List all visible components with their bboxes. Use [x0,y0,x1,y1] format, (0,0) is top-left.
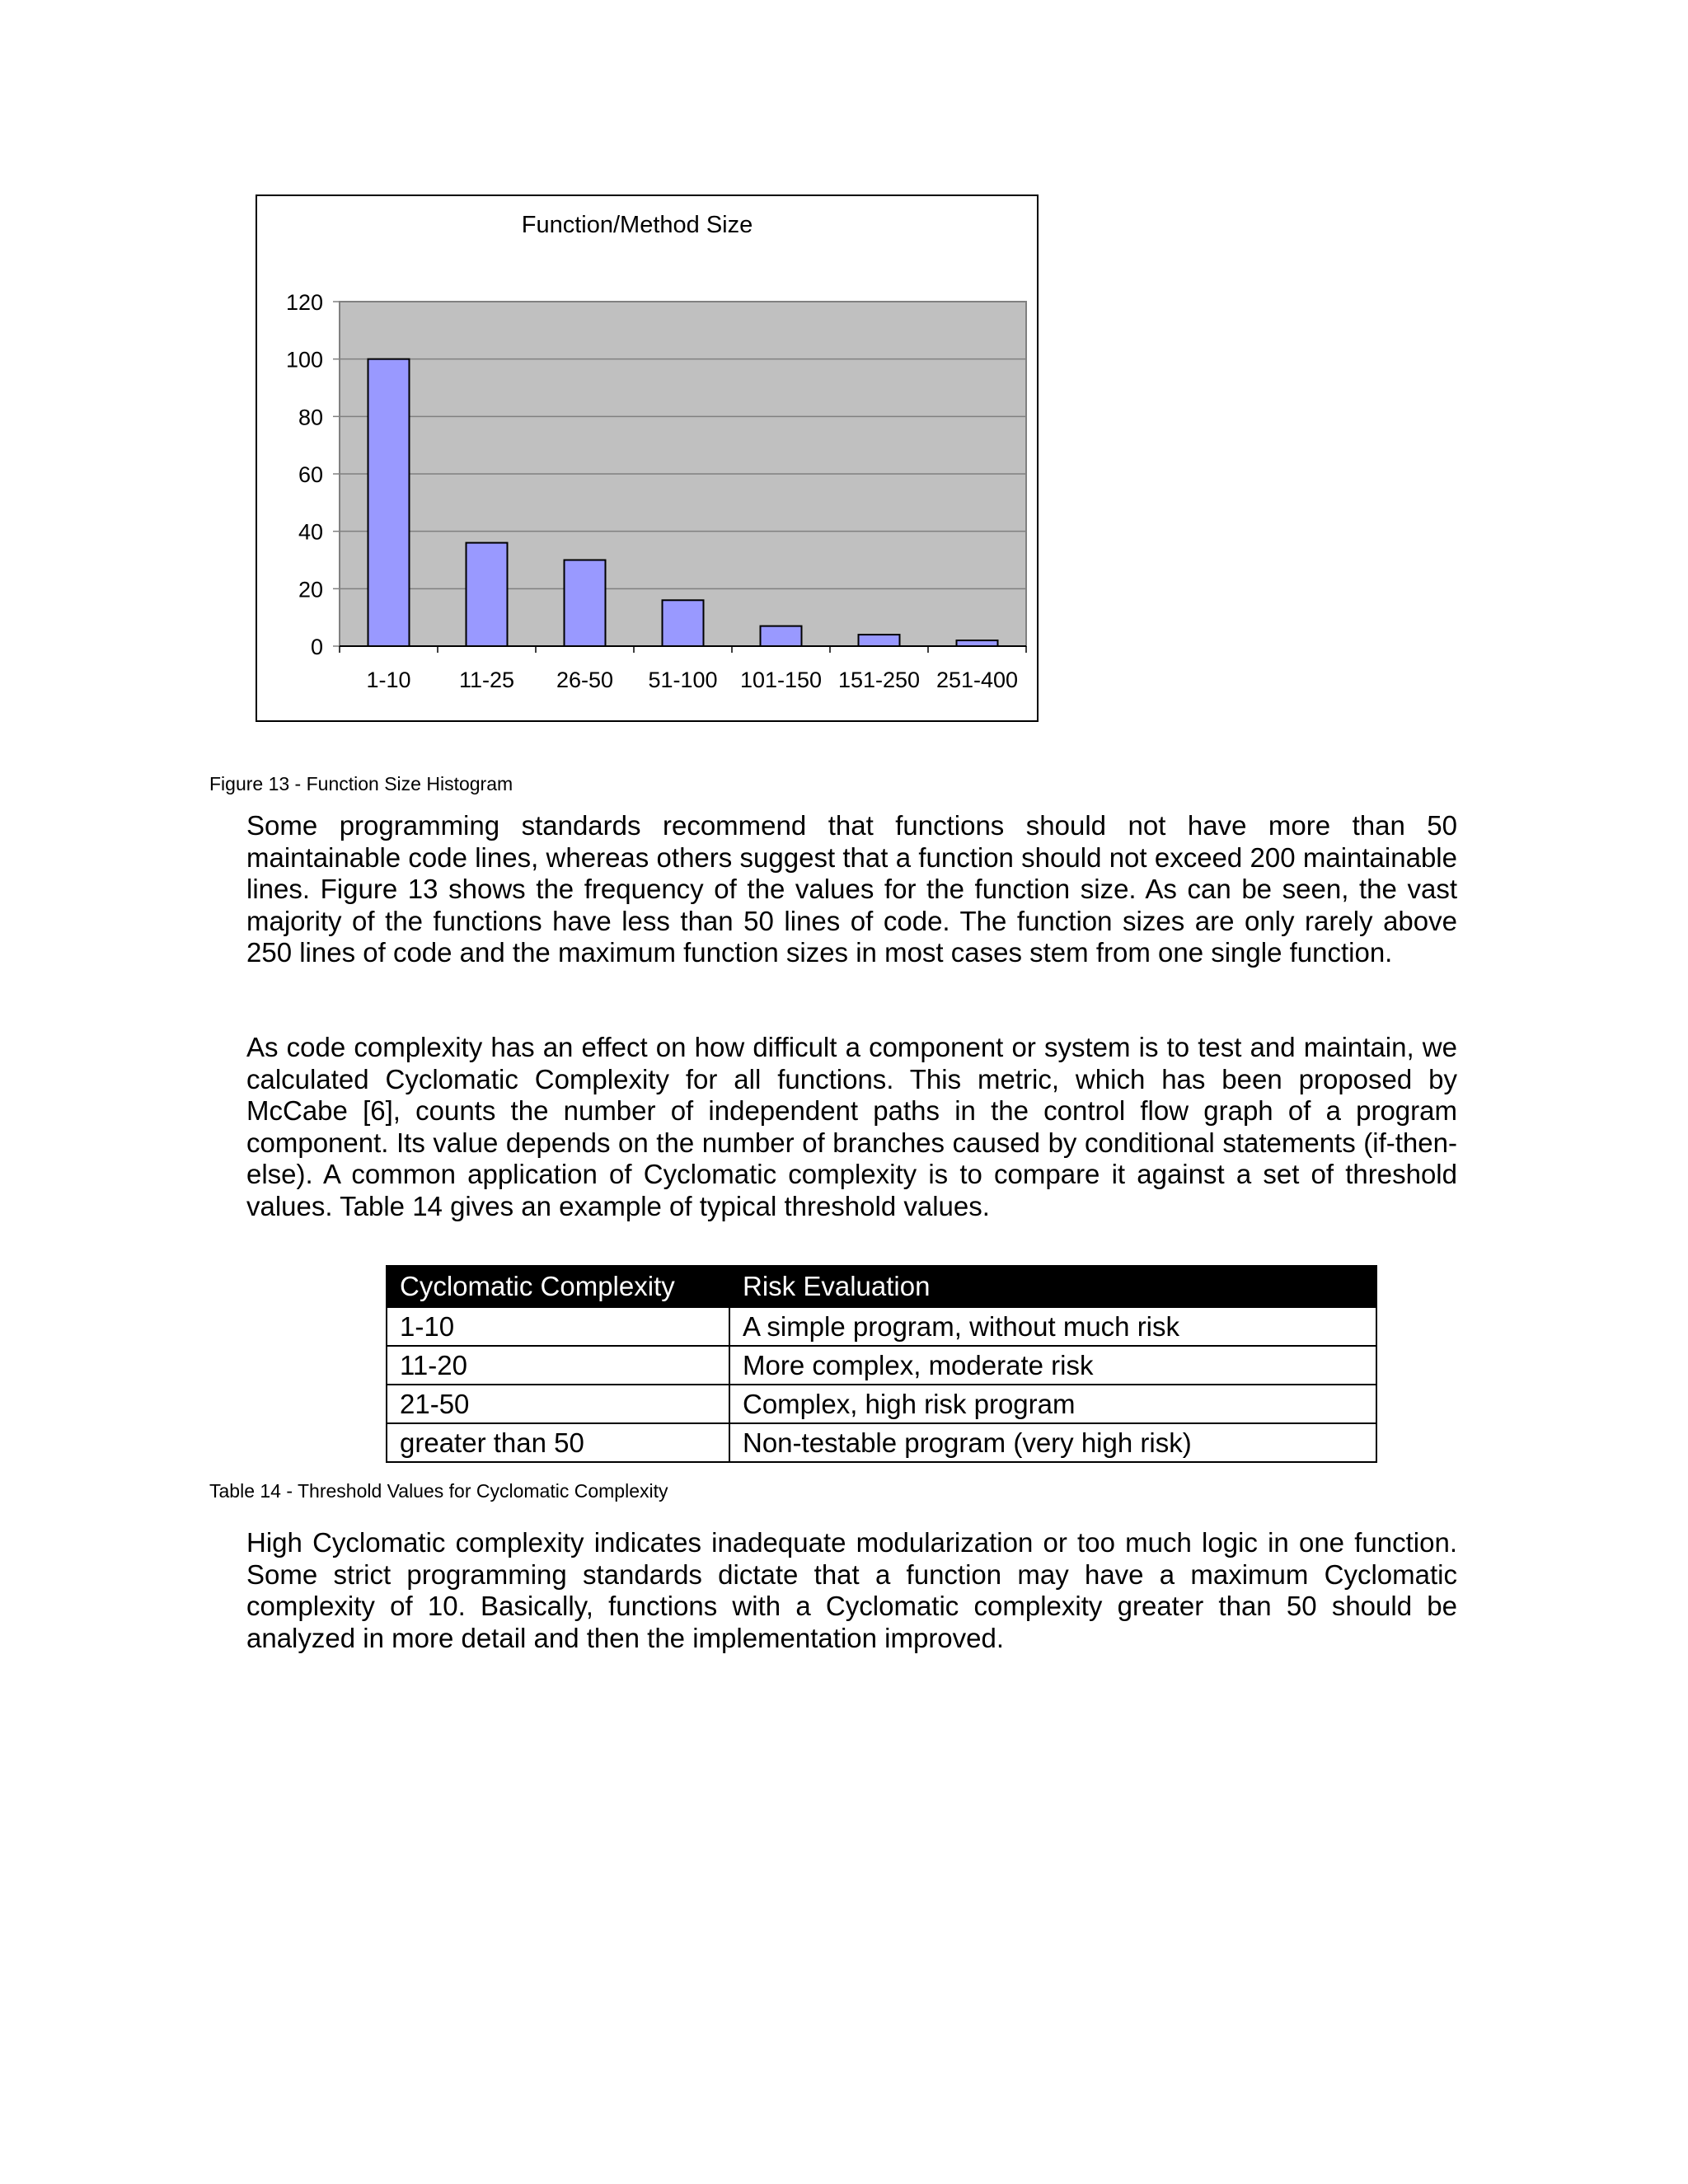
chart-canvas [257,196,1037,720]
bar-251-400 [957,640,998,646]
table-caption: Table 14 - Threshold Values for Cyclomatic Complexity [209,1480,668,1502]
table-row [387,1346,1376,1385]
figure-caption: Figure 13 - Function Size Histogram [209,773,513,794]
bar-26-50 [565,560,606,647]
y-tick-label: 0 [310,635,323,659]
bar-151-250 [859,635,900,646]
bar-1-10 [368,359,410,646]
x-tick-label: 151-250 [837,668,921,692]
x-tick-label: 51-100 [648,668,718,692]
complexity-cell: 1-10 [387,1307,729,1346]
chart-title: Function/Method Size [521,212,753,238]
risk-cell: A simple program, without much risk [729,1307,1376,1346]
y-tick-label: 100 [285,347,323,373]
header-risk-evaluation: Risk Evaluation [729,1266,1376,1307]
y-axis-ticks [286,290,340,659]
paragraph-high-complexity: High Cyclomatic complexity indicates inadequate modularization or too much logic in one function. Some strict programming standards dictate that a function may have a maximum Cyclomatic complexity of 10. Basically, functions with a Cyclomatic complexity greater than 50 should be analyzed in more detail and then the implementation improved. [246,1527,1457,1653]
complexity-cell: greater than 50 [387,1423,729,1462]
header-cyclomatic-complexity: Cyclomatic Complexity [387,1266,729,1307]
table-row [387,1423,1376,1462]
y-tick-label: 80 [298,405,323,430]
y-tick-label: 40 [298,519,323,545]
bar-11-25 [467,543,508,646]
y-tick-label: 20 [298,577,323,602]
paragraph-cyclomatic-complexity: As code complexity has an effect on how difficult a component or system is to test and maintain, we calculated Cyclomatic Complexity for all functions. This metric, which has been proposed by McCabe [6], counts the number of independent paths in the control flow graph of a program component. Its value depends on the number of branches caused by conditional statements (if-then-else). A common application of Cyclomatic complexity is to compare it against a set of threshold values. Table 14 gives an example of typical threshold values. [246,1032,1457,1221]
table-row [387,1307,1376,1346]
risk-cell: Complex, high risk program [729,1385,1376,1423]
complexity-cell: 11-20 [387,1346,729,1385]
risk-cell: More complex, moderate risk [729,1346,1376,1385]
bar-51-100 [663,600,704,646]
x-axis-ticks [340,646,1026,692]
complexity-cell: 21-50 [387,1385,729,1423]
x-tick-label: 101-150 [739,668,823,692]
y-tick-label: 60 [298,462,323,487]
x-tick-label: 1-10 [366,668,411,692]
x-tick-label: 11-25 [458,668,515,692]
y-tick-label: 120 [285,290,323,315]
function-size-chart [256,194,1039,722]
paragraph-function-size: Some programming standards recommend that functions should not have more than 50 maintainable code lines, whereas others suggest that a function should not exceed 200 maintainable lines. Figure 13 shows the frequency of the values for the function size. As can be seen, the vast majority of the functions have less than 50 lines of code. The function sizes are only rarely above 250 lines of code and the maximum function sizes in most cases stem from one single function. [246,810,1457,968]
bar-101-150 [761,626,802,646]
x-tick-label: 251-400 [935,668,1019,692]
threshold-table [386,1265,1377,1463]
risk-cell: Non-testable program (very high risk) [729,1423,1376,1462]
table-row [387,1385,1376,1423]
table-header-row [387,1266,1376,1307]
x-tick-label: 26-50 [556,668,614,692]
